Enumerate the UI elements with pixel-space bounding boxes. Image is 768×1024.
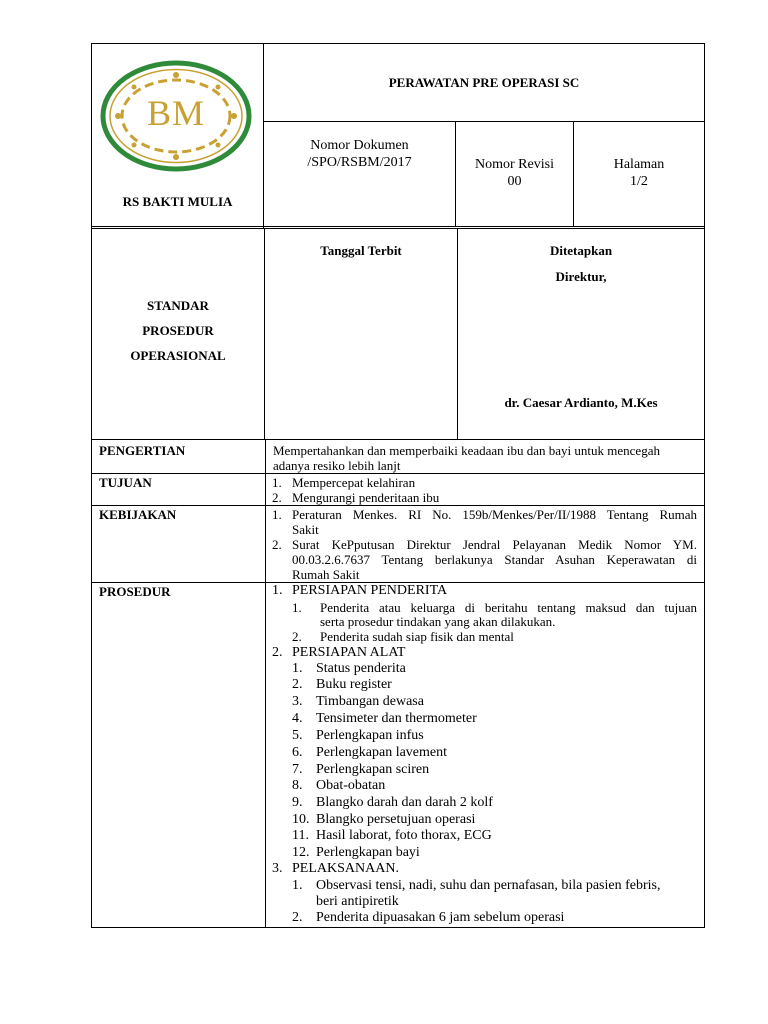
nomor-dokumen-value: /SPO/RSBM/2017	[307, 155, 412, 170]
prosedur-section-3-title: PELAKSANAAN.	[292, 861, 399, 876]
alat-num: 10.	[292, 812, 310, 827]
s3-item-2-num: 2.	[292, 910, 303, 925]
s3-item-1-line-1: Observasi tensi, nadi, suhu dan pernafasan, bila pasien febris,	[316, 878, 661, 893]
pengertian-text-1: Mempertahankan dan memperbaiki keadaan ibu dan bayi untuk mencegah	[273, 443, 660, 458]
alat-num: 3.	[292, 694, 303, 709]
s3-item-1-line-2: beri antipiretik	[316, 894, 399, 909]
kebijakan-num-2: 2.	[272, 537, 282, 552]
alat-num: 6.	[292, 745, 303, 760]
alat-num: 1.	[292, 661, 303, 676]
alat-item: Hasil laborat, foto thorax, ECG	[316, 828, 492, 843]
prosedur-section-3-num: 3.	[272, 861, 283, 876]
alat-num: 5.	[292, 728, 303, 743]
tujuan-item-2: Mengurangi penderitaan ibu	[292, 490, 440, 505]
alat-item: Obat-obatan	[316, 778, 386, 793]
tujuan-item-1: Mempercepat kelahiran	[292, 475, 416, 490]
prosedur-section-2-title: PERSIAPAN ALAT	[292, 645, 406, 660]
alat-item: Perlengkapan infus	[316, 728, 424, 743]
hospital-name: RS BAKTI MULIA	[122, 194, 233, 209]
direktur-label: Direktur,	[555, 269, 607, 284]
spo-line-3: OPERASIONAL	[130, 348, 226, 363]
prosedur-section-2-num: 2.	[272, 645, 283, 660]
s1-item-1-line-1: Penderita atau keluarga di beritahu tentang maksud dan tujuan	[320, 600, 697, 615]
direktur-name: dr. Caesar Ardianto, M.Kes	[504, 395, 658, 410]
kebijakan-item-2-line-3: Rumah Sakit	[292, 567, 360, 582]
kebijakan-label: KEBIJAKAN	[99, 507, 177, 522]
alat-item: Perlengkapan bayi	[316, 845, 420, 860]
alat-num: 9.	[292, 795, 303, 810]
document-title: PERAWATAN PRE OPERASI SC	[388, 75, 580, 90]
ditetapkan-label: Ditetapkan	[549, 243, 613, 258]
prosedur-section-1-title: PERSIAPAN PENDERITA	[292, 583, 448, 598]
alat-num: 8.	[292, 778, 303, 793]
alat-item: Timbangan dewasa	[316, 694, 424, 709]
alat-item: Tensimeter dan thermometer	[316, 711, 477, 726]
kebijakan-item-2-line-2: 00.03.2.6.7637 Tentang berlakunya Standar Asuhan Keperawatan di	[292, 552, 697, 567]
kebijakan-num-1: 1.	[272, 507, 282, 522]
logo-initials: BM	[146, 93, 206, 133]
prosedur-section-1-num: 1.	[272, 583, 283, 598]
tujuan-num-2: 2.	[272, 490, 282, 505]
s1-item-1-num: 1.	[292, 600, 302, 615]
kebijakan-item-2-line-1: Surat KePputusan Direktur Jendral Pelayanan Medik Nomor YM.	[292, 537, 697, 552]
s3-item-1-num: 1.	[292, 878, 303, 893]
tujuan-label: TUJUAN	[99, 475, 152, 490]
spo-line-2: PROSEDUR	[142, 323, 214, 338]
nomor-revisi-label: Nomor Revisi	[475, 157, 554, 172]
s1-item-1-line-2: serta prosedur tindakan yang akan dilakukan.	[320, 614, 556, 629]
kebijakan-item-1-line-2: Sakit	[292, 522, 319, 537]
alat-num: 11.	[292, 828, 309, 843]
alat-num: 12.	[292, 845, 310, 860]
hospital-logo	[100, 60, 252, 172]
alat-num: 7.	[292, 762, 303, 777]
alat-item: Perlengkapan lavement	[316, 745, 448, 760]
s3-item-2: Penderita dipuasakan 6 jam sebelum operasi	[316, 910, 565, 925]
tanggal-terbit-label: Tanggal Terbit	[320, 243, 402, 258]
spo-line-1: STANDAR	[147, 298, 209, 313]
prosedur-label: PROSEDUR	[99, 584, 171, 599]
halaman-label: Halaman	[613, 157, 665, 172]
nomor-dokumen-label: Nomor Dokumen	[310, 138, 409, 153]
alat-item: Blangko darah dan darah 2 kolf	[316, 795, 493, 810]
alat-num: 4.	[292, 711, 303, 726]
s1-item-2: Penderita sudah siap fisik dan mental	[320, 629, 514, 644]
alat-num: 2.	[292, 677, 303, 692]
tujuan-num-1: 1.	[272, 475, 282, 490]
s1-item-2-num: 2.	[292, 629, 302, 644]
alat-item: Perlengkapan sciren	[316, 762, 430, 777]
halaman-value: 1/2	[630, 174, 648, 189]
kebijakan-item-1-line-1: Peraturan Menkes. RI No. 159b/Menkes/Per/II/1988 Tentang Rumah	[292, 507, 697, 522]
pengertian-text-2: adanya resiko lebih lanjt	[273, 458, 401, 473]
alat-item: Blangko persetujuan operasi	[316, 812, 476, 827]
nomor-revisi-value: 00	[507, 174, 522, 189]
alat-item: Buku register	[316, 677, 392, 692]
pengertian-label: PENGERTIAN	[99, 443, 186, 458]
alat-item: Status penderita	[316, 661, 406, 676]
